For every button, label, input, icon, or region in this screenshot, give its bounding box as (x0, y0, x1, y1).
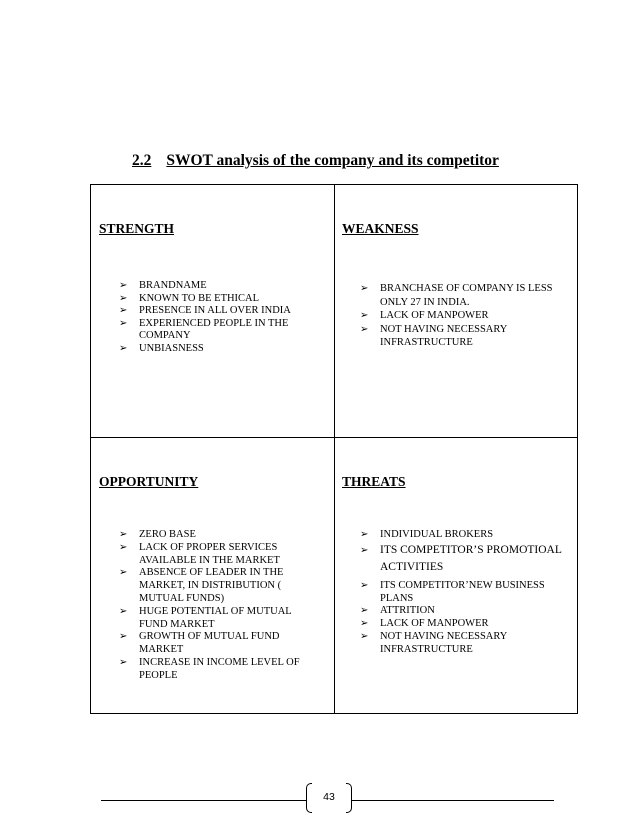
list-item: ➢ INDIVIDUAL BROKERS (360, 529, 494, 540)
list-item: ➢ HUGE POTENTIAL OF MUTUAL FUND MARKET (119, 605, 292, 630)
arrowhead-bullet-icon: ➢ (119, 305, 128, 317)
list-item: ➢ LACK OF MANPOWER (360, 618, 489, 630)
strength-cell (91, 185, 334, 437)
strength-list (119, 280, 324, 356)
arrowhead-bullet-icon: ➢ (119, 605, 128, 617)
right-brace-icon (346, 783, 352, 813)
arrowhead-bullet-icon: ➢ (360, 283, 369, 294)
opportunity-cell (91, 438, 334, 713)
arrowhead-bullet-icon: ➢ (360, 618, 369, 630)
list-item: ➢ NOT HAVING NECESSARY INFRASTRUCTURE (360, 630, 507, 655)
arrowhead-bullet-icon: ➢ (119, 567, 128, 579)
list-item: ➢ UNBIASNESS (119, 342, 204, 354)
threats-cell (335, 438, 577, 713)
arrowhead-bullet-icon: ➢ (360, 579, 369, 591)
list-item: ➢ BRANCHASE OF COMPANY IS LESS ONLY 27 IN INDIA. (360, 283, 553, 308)
page-number: 43 (323, 791, 335, 803)
arrowhead-bullet-icon: ➢ (360, 605, 369, 617)
arrowhead-bullet-icon: ➢ (360, 310, 369, 322)
arrowhead-bullet-icon: ➢ (119, 342, 128, 354)
swot-table (90, 184, 578, 714)
section-heading (132, 152, 499, 170)
arrowhead-bullet-icon: ➢ (119, 529, 128, 540)
arrowhead-bullet-icon: ➢ (119, 631, 128, 643)
section-number: 2.2 (132, 152, 152, 169)
weakness-title: WEAKNESS (342, 221, 419, 236)
list-item: ➢ ABSENCE OF LEADER IN THE MARKET, IN DISTRIBUTION ( MUTUAL FUNDS) (119, 567, 284, 604)
list-item: ➢ ITS COMPETITOR’S PROMOTIOAL ACTIVITIES (360, 543, 562, 573)
arrowhead-bullet-icon: ➢ (119, 280, 128, 291)
strength-title: STRENGTH (99, 221, 175, 236)
list-item: ➢ LACK OF PROPER SERVICES AVAILABLE IN THE MARKET (119, 541, 280, 566)
arrowhead-bullet-icon: ➢ (119, 317, 128, 329)
threats-title: THREATS (342, 474, 406, 489)
list-item: ➢ EXPERIENCED PEOPLE IN THE COMPANY (119, 317, 289, 342)
arrowhead-bullet-icon: ➢ (360, 630, 369, 642)
weakness-cell (335, 185, 577, 437)
arrowhead-bullet-icon: ➢ (360, 544, 369, 556)
list-item: ➢ BRANDNAME (119, 280, 207, 291)
arrowhead-bullet-icon: ➢ (360, 529, 369, 540)
arrowhead-bullet-icon: ➢ (119, 656, 128, 668)
list-item: ➢ ATTRITION (360, 605, 435, 617)
list-item: ➢ INCREASE IN INCOME LEVEL OF PEOPLE (119, 656, 300, 681)
arrowhead-bullet-icon: ➢ (360, 323, 369, 335)
list-item: ➢ KNOWN TO BE ETHICAL (119, 292, 260, 304)
list-item: ➢ ITS COMPETITOR’NEW BUSINESS PLANS (360, 579, 545, 604)
footer-rule-left (101, 800, 306, 801)
opportunity-title: OPPORTUNITY (99, 474, 199, 489)
arrowhead-bullet-icon: ➢ (119, 541, 128, 553)
weakness-list (360, 282, 572, 350)
list-item: ➢ PRESENCE IN ALL OVER INDIA (119, 305, 291, 317)
arrowhead-bullet-icon: ➢ (119, 292, 128, 304)
list-item: ➢ GROWTH OF MUTUAL FUND MARKET (119, 631, 280, 656)
list-item: ➢ NOT HAVING NECESSARY INFRASTRUCTURE (360, 323, 507, 349)
section-title: SWOT analysis of the company and its competitor (166, 152, 499, 169)
opportunity-list (119, 529, 319, 683)
footer-rule-right (352, 800, 554, 801)
list-item: ➢ LACK OF MANPOWER (360, 310, 489, 322)
list-item: ➢ ZERO BASE (119, 529, 196, 540)
threats-list (360, 529, 572, 657)
